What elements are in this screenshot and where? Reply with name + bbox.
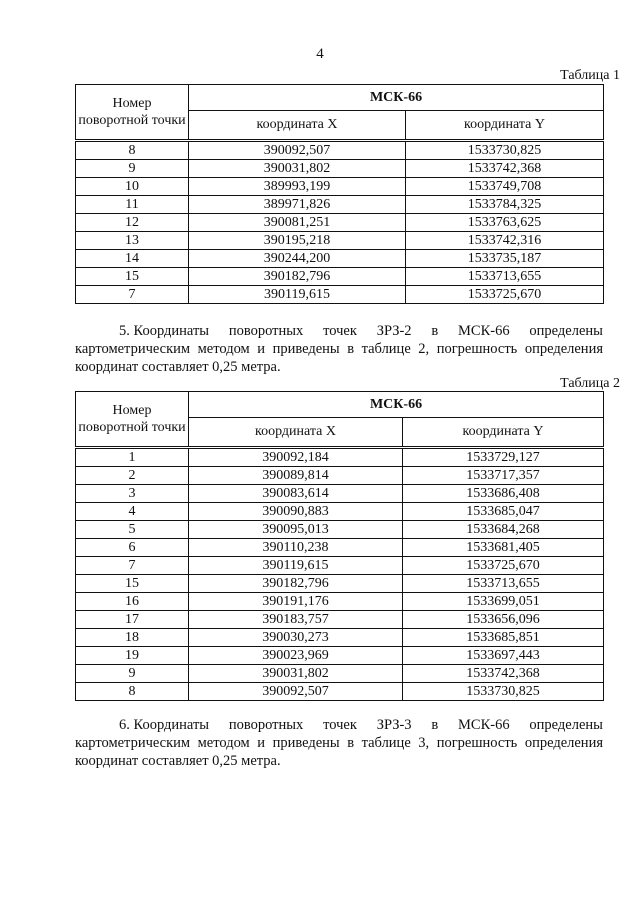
point-number-cell: 2 bbox=[76, 467, 189, 485]
coord-y-cell: 1533730,825 bbox=[406, 141, 604, 160]
table1-header-x: координата X bbox=[189, 111, 406, 141]
word: определены bbox=[529, 323, 603, 339]
table-row bbox=[76, 629, 604, 647]
paragraph-5-line1 bbox=[75, 322, 603, 340]
coord-y-cell: 1533749,708 bbox=[406, 178, 604, 196]
point-number-cell: 18 bbox=[76, 629, 189, 647]
table2-header-y: координата Y bbox=[403, 418, 604, 448]
coord-x-cell: 390119,615 bbox=[189, 557, 403, 575]
table-row bbox=[76, 593, 604, 611]
table-row bbox=[76, 178, 604, 196]
coord-y-cell: 1533681,405 bbox=[403, 539, 604, 557]
point-number-cell: 7 bbox=[76, 557, 189, 575]
coord-x-cell: 390183,757 bbox=[189, 611, 403, 629]
table1-header-y: координата Y bbox=[406, 111, 604, 141]
point-number-cell: 4 bbox=[76, 503, 189, 521]
coord-y-cell: 1533784,325 bbox=[406, 196, 604, 214]
coord-y-cell: 1533717,357 bbox=[403, 467, 604, 485]
word: определены bbox=[529, 717, 603, 733]
coord-y-cell: 1533742,316 bbox=[406, 232, 604, 250]
coord-y-cell: 1533684,268 bbox=[403, 521, 604, 539]
point-number-cell: 16 bbox=[76, 593, 189, 611]
point-number-cell: 9 bbox=[76, 665, 189, 683]
table1-header-number: Номер поворотной точки bbox=[76, 85, 189, 141]
coord-x-cell: 390023,969 bbox=[189, 647, 403, 665]
word: поворотных bbox=[228, 323, 304, 339]
coord-x-cell: 390244,200 bbox=[189, 250, 406, 268]
point-number-cell: 9 bbox=[76, 160, 189, 178]
word: в bbox=[431, 323, 439, 339]
coord-x-cell: 390195,218 bbox=[189, 232, 406, 250]
point-number-cell: 12 bbox=[76, 214, 189, 232]
point-number-cell: 15 bbox=[76, 268, 189, 286]
table-row bbox=[76, 141, 604, 160]
point-number-cell: 19 bbox=[76, 647, 189, 665]
coord-y-cell: 1533729,127 bbox=[403, 448, 604, 467]
point-number-cell: 3 bbox=[76, 485, 189, 503]
table2-caption: Таблица 2 bbox=[560, 376, 620, 391]
table-row bbox=[76, 232, 604, 250]
point-number-cell: 10 bbox=[76, 178, 189, 196]
coord-y-cell: 1533735,187 bbox=[406, 250, 604, 268]
coord-y-cell: 1533713,655 bbox=[406, 268, 604, 286]
coord-x-cell: 390081,251 bbox=[189, 214, 406, 232]
word: 5. Координаты bbox=[119, 323, 210, 339]
table-row bbox=[76, 539, 604, 557]
table-row bbox=[76, 683, 604, 701]
table-row bbox=[76, 647, 604, 665]
table2-header-number: Номер поворотной точки bbox=[76, 392, 189, 448]
point-number-cell: 1 bbox=[76, 448, 189, 467]
coord-x-cell: 390031,802 bbox=[189, 665, 403, 683]
word: 6. Координаты bbox=[119, 717, 210, 733]
coord-x-cell: 390092,507 bbox=[189, 683, 403, 701]
table-row bbox=[76, 196, 604, 214]
table-row bbox=[76, 286, 604, 304]
coord-x-cell: 390191,176 bbox=[189, 593, 403, 611]
table-row bbox=[76, 467, 604, 485]
coord-y-cell: 1533656,096 bbox=[403, 611, 604, 629]
word: поворотных bbox=[228, 717, 304, 733]
point-number-cell: 14 bbox=[76, 250, 189, 268]
word: МСК-66 bbox=[458, 323, 510, 339]
point-number-cell: 5 bbox=[76, 521, 189, 539]
table-row bbox=[76, 557, 604, 575]
coord-y-cell: 1533725,670 bbox=[403, 557, 604, 575]
point-number-cell: 17 bbox=[76, 611, 189, 629]
coord-y-cell: 1533685,851 bbox=[403, 629, 604, 647]
point-number-cell: 8 bbox=[76, 141, 189, 160]
table1-caption: Таблица 1 bbox=[560, 68, 620, 83]
coord-y-cell: 1533697,443 bbox=[403, 647, 604, 665]
point-number-cell: 8 bbox=[76, 683, 189, 701]
table-row bbox=[76, 575, 604, 593]
table-row bbox=[76, 611, 604, 629]
page-number: 4 bbox=[316, 46, 324, 62]
table1-header-system: МСК-66 bbox=[189, 85, 604, 111]
table-row bbox=[76, 503, 604, 521]
coord-x-cell: 390182,796 bbox=[189, 575, 403, 593]
point-number-cell: 6 bbox=[76, 539, 189, 557]
table-row bbox=[76, 665, 604, 683]
paragraph-6 bbox=[75, 716, 603, 770]
coord-y-cell: 1533686,408 bbox=[403, 485, 604, 503]
coord-x-cell: 390095,013 bbox=[189, 521, 403, 539]
coord-y-cell: 1533699,051 bbox=[403, 593, 604, 611]
table2-header-x: координата X bbox=[189, 418, 403, 448]
coord-x-cell: 390031,802 bbox=[189, 160, 406, 178]
table-row bbox=[76, 485, 604, 503]
point-number-cell: 15 bbox=[76, 575, 189, 593]
coord-x-cell: 390182,796 bbox=[189, 268, 406, 286]
coord-x-cell: 390083,614 bbox=[189, 485, 403, 503]
coord-x-cell: 389971,826 bbox=[189, 196, 406, 214]
coord-x-cell: 390092,184 bbox=[189, 448, 403, 467]
coord-y-cell: 1533730,825 bbox=[403, 683, 604, 701]
coord-x-cell: 390090,883 bbox=[189, 503, 403, 521]
paragraph-6-rest: картометрическим методом и приведены в таблице 3, погрешность определения координат составляет 0,25 метра. bbox=[75, 735, 603, 769]
table-row bbox=[76, 214, 604, 232]
coord-y-cell: 1533742,368 bbox=[406, 160, 604, 178]
table1 bbox=[75, 84, 604, 304]
coord-y-cell: 1533742,368 bbox=[403, 665, 604, 683]
point-number-cell: 13 bbox=[76, 232, 189, 250]
coord-x-cell: 390092,507 bbox=[189, 141, 406, 160]
paragraph-5-rest: картометрическим методом и приведены в таблице 2, погрешность определения координат составляет 0,25 метра. bbox=[75, 341, 603, 375]
coord-x-cell: 390110,238 bbox=[189, 539, 403, 557]
coord-x-cell: 390030,273 bbox=[189, 629, 403, 647]
coord-x-cell: 389993,199 bbox=[189, 178, 406, 196]
table-row bbox=[76, 250, 604, 268]
coord-y-cell: 1533725,670 bbox=[406, 286, 604, 304]
word: точек bbox=[323, 717, 357, 733]
table-row bbox=[76, 448, 604, 467]
table-row bbox=[76, 521, 604, 539]
table2-header-system: МСК-66 bbox=[189, 392, 604, 418]
word: в bbox=[431, 717, 439, 733]
table-row bbox=[76, 268, 604, 286]
word: ЗРЗ-2 bbox=[376, 323, 412, 339]
coord-y-cell: 1533763,625 bbox=[406, 214, 604, 232]
coord-y-cell: 1533685,047 bbox=[403, 503, 604, 521]
coord-x-cell: 390119,615 bbox=[189, 286, 406, 304]
coord-x-cell: 390089,814 bbox=[189, 467, 403, 485]
word: ЗРЗ-3 bbox=[376, 717, 412, 733]
paragraph-5 bbox=[75, 322, 603, 376]
table-row bbox=[76, 160, 604, 178]
coord-y-cell: 1533713,655 bbox=[403, 575, 604, 593]
word: МСК-66 bbox=[458, 717, 510, 733]
paragraph-6-line1 bbox=[75, 716, 603, 734]
table2 bbox=[75, 391, 604, 701]
point-number-cell: 7 bbox=[76, 286, 189, 304]
point-number-cell: 11 bbox=[76, 196, 189, 214]
word: точек bbox=[323, 323, 357, 339]
